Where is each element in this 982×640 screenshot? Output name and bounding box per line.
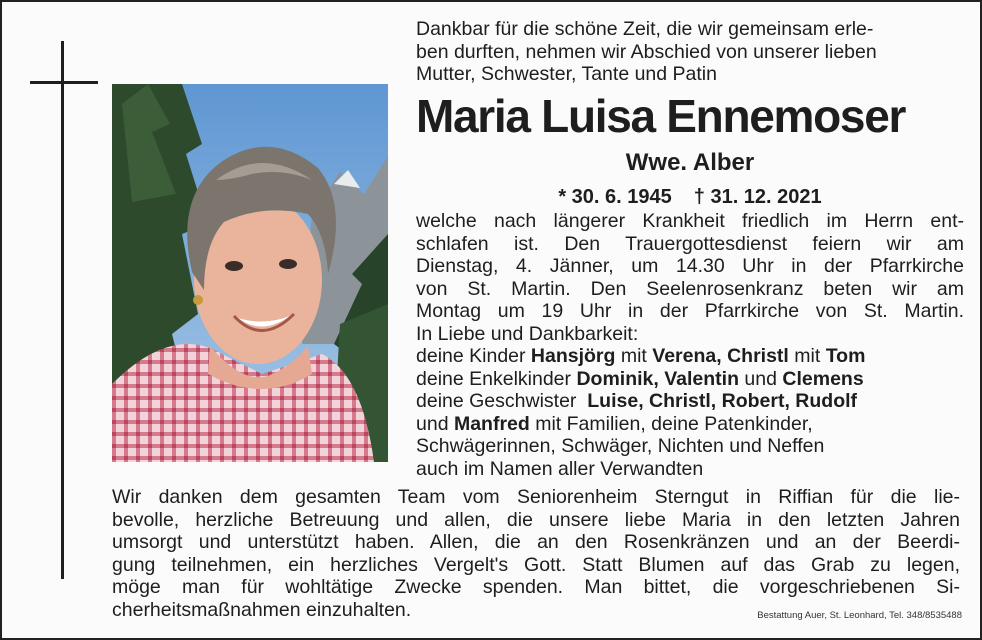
body-text [416, 210, 964, 480]
child-partner-names: Verena, Christl [652, 345, 789, 367]
siblings-names: Luise, Christl, Robert, Rudolf [587, 390, 858, 412]
grandchildren-prefix: deine Enkelkinder [416, 367, 572, 390]
connector-word: mit [794, 345, 821, 367]
sibling-name: Manfred [453, 412, 530, 435]
intro-line: Dankbar für die schöne Zeit, die wir gemeinsam erle- [416, 18, 874, 40]
intro-line: Mutter, Schwester, Tante und Patin [416, 63, 717, 85]
child-name: Hansjörg [530, 345, 616, 367]
family-text: mit Familien, deine Patenkinder, [535, 412, 813, 435]
siblings-line [416, 390, 964, 413]
widow-name: Wwe. Alber [625, 149, 755, 176]
child-partner-name: Tom [825, 345, 866, 367]
thanks-line: gung teilnehmen, ein herzliches Vergelt's Gott. Statt Blumen auf das Grab zu legen, [112, 553, 960, 576]
birth-date: * 30. 6. 1945 [558, 186, 672, 208]
connector-word: und [744, 367, 777, 390]
siblings-prefix: deine Geschwister [416, 390, 577, 412]
life-dates [416, 184, 964, 210]
thanks-line: umsorgt und unterstützt haben. Allen, die an den Rosenkränzen und an der Beerdi- [112, 531, 960, 553]
body-line: schlafen ist. Den Trauergottesdienst feiern wir am [416, 232, 964, 255]
funeral-home-credit: Bestattung Auer, St. Leonhard, Tel. 348/8535488 [757, 610, 962, 621]
grandchild-name: Clemens [782, 367, 864, 390]
intro-line: ben durften, nehmen wir Abschied von unserer lieben [416, 40, 877, 63]
thanks-line: möge man für wohltätige Zwecke spenden. Man bittet, die vorgeschriebenen Si- [112, 576, 960, 598]
connector-word: mit [620, 345, 647, 367]
thanks-line: cherheitsmaßnahmen einzuhalten. [112, 598, 412, 621]
closing-line: In Liebe und Dankbarkeit: [416, 322, 639, 345]
body-line: welche nach längerer Krankheit friedlich im Herrn ent- [416, 210, 964, 232]
thanks-text [112, 486, 960, 621]
relatives-line: auch im Namen aller Verwandten [416, 457, 704, 480]
death-date: † 31. 12. 2021 [693, 186, 822, 208]
siblings-continued-line [416, 413, 964, 436]
deceased-name: Maria Luisa Ennemoser [416, 90, 906, 142]
relatives-line: Schwägerinnen, Schwäger, Nichten und Neffen [416, 435, 825, 457]
connector-word: und [416, 412, 449, 435]
cross-icon-bar [30, 81, 98, 84]
thanks-line: Wir danken dem gesamten Team vom Seniorenheim Sterngut in Riffian für die lie- [112, 486, 960, 508]
thanks-line: bevolle, herzliche Betreuung und allen, die unsere liebe Maria in den letzten Jahren [112, 508, 960, 531]
intro-text [416, 18, 961, 86]
body-line: Dienstag, 4. Jänner, um 14.30 Uhr in der Pfarrkirche [416, 255, 964, 277]
body-line: von St. Martin. Den Seelenrosenkranz beten wir am [416, 277, 964, 300]
children-prefix: deine Kinder [416, 345, 526, 367]
grandchildren-line [416, 368, 964, 391]
children-line [416, 345, 964, 368]
body-line: Montag um 19 Uhr in der Pfarrkirche von St. Martin. [416, 300, 964, 322]
cross-icon [61, 41, 64, 579]
grandchildren-names: Dominik, Valentin [576, 367, 739, 390]
portrait-photo [112, 84, 388, 462]
